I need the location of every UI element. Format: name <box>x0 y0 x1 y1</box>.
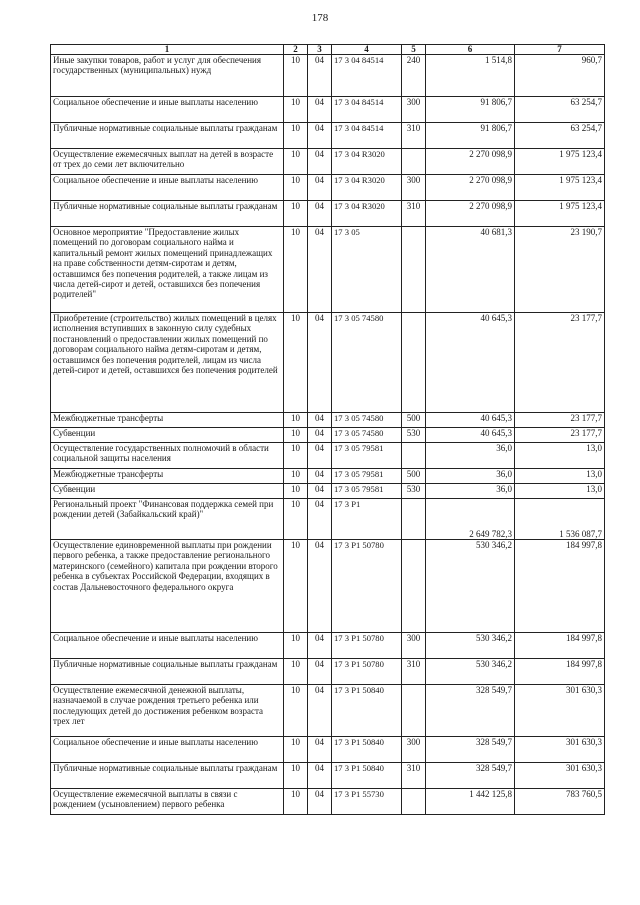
row-section-cell: 10 <box>284 149 308 175</box>
header-cell: 5 <box>402 45 426 55</box>
row-section-cell: 10 <box>284 201 308 227</box>
table-row <box>51 149 605 175</box>
row-section-cell: 10 <box>284 227 308 313</box>
row-expense-type-cell: 530 <box>402 484 426 499</box>
row-amount-1-cell: 1 514,8 <box>426 55 515 97</box>
row-subsection-cell: 04 <box>308 469 332 484</box>
row-name-cell: Осуществление ежемесячной денежной выплаты, назначаемой в случае рождения третьего ребенка или последующих детей до достижения ребенком возраста трех лет <box>51 685 284 737</box>
row-name-cell: Приобретение (строительство) жилых помещений в целях исполнения вступивших в законную силу судебных постановлений о предоставлении жилых помещений по договорам социального найма детям-сиротам и детям, оставшимся без попечения родителей, лицам из числа детей-сирот и детей, оставшихся без попечения родителей <box>51 313 284 413</box>
row-section-cell: 10 <box>284 789 308 815</box>
table-row <box>51 313 605 413</box>
row-subsection-cell: 04 <box>308 201 332 227</box>
row-target-code-cell: 17 3 Р1 50840 <box>332 763 402 789</box>
row-target-code-cell: 17 3 Р1 50780 <box>332 540 402 633</box>
table-row <box>51 413 605 428</box>
row-amount-2-cell: 1 536 087,7 <box>515 499 605 540</box>
row-name-cell: Социальное обеспечение и иные выплаты населению <box>51 737 284 763</box>
row-target-code-cell: 17 3 Р1 55730 <box>332 789 402 815</box>
row-name-cell: Осуществление ежемесячной выплаты в связи с рождением (усыновлением) первого ребенка <box>51 789 284 815</box>
row-subsection-cell: 04 <box>308 685 332 737</box>
table-row <box>51 123 605 149</box>
row-expense-type-cell: 310 <box>402 123 426 149</box>
budget-table <box>50 44 605 815</box>
table-row <box>51 633 605 659</box>
header-cell: 2 <box>284 45 308 55</box>
header-cell: 6 <box>426 45 515 55</box>
table-row <box>51 540 605 633</box>
row-amount-2-cell: 960,7 <box>515 55 605 97</box>
row-amount-1-cell: 2 270 098,9 <box>426 201 515 227</box>
row-amount-2-cell: 783 760,5 <box>515 789 605 815</box>
row-name-cell: Иные закупки товаров, работ и услуг для обеспечения государственных (муниципальных) нужд <box>51 55 284 97</box>
row-target-code-cell: 17 3 05 79581 <box>332 443 402 469</box>
row-amount-1-cell: 1 442 125,8 <box>426 789 515 815</box>
row-subsection-cell: 04 <box>308 659 332 685</box>
row-name-cell: Публичные нормативные социальные выплаты гражданам <box>51 201 284 227</box>
row-target-code-cell: 17 3 Р1 <box>332 499 402 540</box>
row-name-cell: Региональный проект "Финансовая поддержка семей при рождении детей (Забайкальский край)" <box>51 499 284 540</box>
row-target-code-cell: 17 3 05 79581 <box>332 484 402 499</box>
row-amount-2-cell: 184 997,8 <box>515 659 605 685</box>
row-name-cell: Публичные нормативные социальные выплаты гражданам <box>51 763 284 789</box>
row-name-cell: Субвенции <box>51 484 284 499</box>
table-row <box>51 428 605 443</box>
row-subsection-cell: 04 <box>308 149 332 175</box>
row-amount-2-cell: 184 997,8 <box>515 633 605 659</box>
row-amount-2-cell: 1 975 123,4 <box>515 175 605 201</box>
row-section-cell: 10 <box>284 175 308 201</box>
row-target-code-cell: 17 3 04 R3020 <box>332 149 402 175</box>
table-row <box>51 175 605 201</box>
row-section-cell: 10 <box>284 685 308 737</box>
row-expense-type-cell <box>402 443 426 469</box>
table-row <box>51 201 605 227</box>
row-amount-2-cell: 1 975 123,4 <box>515 149 605 175</box>
row-subsection-cell: 04 <box>308 123 332 149</box>
row-subsection-cell: 04 <box>308 443 332 469</box>
row-amount-1-cell: 2 270 098,9 <box>426 175 515 201</box>
row-expense-type-cell <box>402 227 426 313</box>
row-amount-1-cell: 40 645,3 <box>426 428 515 443</box>
row-subsection-cell: 04 <box>308 499 332 540</box>
row-amount-2-cell: 301 630,3 <box>515 737 605 763</box>
row-amount-1-cell: 36,0 <box>426 443 515 469</box>
row-amount-1-cell: 40 645,3 <box>426 413 515 428</box>
row-name-cell: Межбюджетные трансферты <box>51 413 284 428</box>
row-target-code-cell: 17 3 05 74580 <box>332 413 402 428</box>
row-amount-1-cell: 91 806,7 <box>426 97 515 123</box>
row-expense-type-cell <box>402 540 426 633</box>
header-cell: 1 <box>51 45 284 55</box>
row-name-cell: Осуществление единовременной выплаты при рождении первого ребенка, а также предоставление регионального материнского (семейного) капитала при рождении второго ребенка в субъектах Российской Федерации, входящих в состав Дальневосточного федерального округа <box>51 540 284 633</box>
table-body <box>51 55 605 815</box>
row-section-cell: 10 <box>284 540 308 633</box>
table-row <box>51 763 605 789</box>
row-target-code-cell: 17 3 05 74580 <box>332 313 402 413</box>
row-subsection-cell: 04 <box>308 633 332 659</box>
table-row <box>51 55 605 97</box>
header-cell: 7 <box>515 45 605 55</box>
table-row <box>51 659 605 685</box>
row-amount-1-cell: 2 270 098,9 <box>426 149 515 175</box>
row-section-cell: 10 <box>284 313 308 413</box>
row-expense-type-cell: 240 <box>402 55 426 97</box>
row-section-cell: 10 <box>284 484 308 499</box>
row-subsection-cell: 04 <box>308 97 332 123</box>
row-name-cell: Межбюджетные трансферты <box>51 469 284 484</box>
row-amount-2-cell: 23 177,7 <box>515 313 605 413</box>
row-target-code-cell: 17 3 04 84514 <box>332 123 402 149</box>
row-target-code-cell: 17 3 Р1 50840 <box>332 685 402 737</box>
row-amount-1-cell: 530 346,2 <box>426 659 515 685</box>
row-target-code-cell: 17 3 04 R3020 <box>332 201 402 227</box>
table-row <box>51 97 605 123</box>
row-name-cell: Публичные нормативные социальные выплаты гражданам <box>51 123 284 149</box>
row-section-cell: 10 <box>284 97 308 123</box>
row-expense-type-cell <box>402 149 426 175</box>
header-cell: 4 <box>332 45 402 55</box>
row-target-code-cell: 17 3 Р1 50840 <box>332 737 402 763</box>
row-expense-type-cell: 310 <box>402 659 426 685</box>
row-amount-2-cell: 301 630,3 <box>515 685 605 737</box>
row-section-cell: 10 <box>284 633 308 659</box>
row-amount-2-cell: 63 254,7 <box>515 97 605 123</box>
row-subsection-cell: 04 <box>308 175 332 201</box>
row-amount-1-cell: 91 806,7 <box>426 123 515 149</box>
row-amount-2-cell: 184 997,8 <box>515 540 605 633</box>
row-name-cell: Субвенции <box>51 428 284 443</box>
row-subsection-cell: 04 <box>308 413 332 428</box>
row-target-code-cell: 17 3 Р1 50780 <box>332 633 402 659</box>
row-name-cell: Социальное обеспечение и иные выплаты населению <box>51 633 284 659</box>
row-name-cell: Социальное обеспечение и иные выплаты населению <box>51 97 284 123</box>
row-target-code-cell: 17 3 05 79581 <box>332 469 402 484</box>
table-row <box>51 789 605 815</box>
row-target-code-cell: 17 3 04 84514 <box>332 55 402 97</box>
row-expense-type-cell <box>402 789 426 815</box>
row-expense-type-cell: 500 <box>402 413 426 428</box>
row-amount-1-cell: 40 681,3 <box>426 227 515 313</box>
row-amount-2-cell: 13,0 <box>515 484 605 499</box>
table-row <box>51 443 605 469</box>
row-amount-1-cell: 36,0 <box>426 469 515 484</box>
table-row <box>51 737 605 763</box>
table-row <box>51 227 605 313</box>
row-expense-type-cell: 530 <box>402 428 426 443</box>
header-row <box>51 45 605 55</box>
row-target-code-cell: 17 3 04 R3020 <box>332 175 402 201</box>
row-amount-2-cell: 23 177,7 <box>515 428 605 443</box>
row-target-code-cell: 17 3 04 84514 <box>332 97 402 123</box>
row-amount-2-cell: 301 630,3 <box>515 763 605 789</box>
row-subsection-cell: 04 <box>308 428 332 443</box>
row-subsection-cell: 04 <box>308 55 332 97</box>
row-target-code-cell: 17 3 Р1 50780 <box>332 659 402 685</box>
row-amount-1-cell: 328 549,7 <box>426 685 515 737</box>
row-section-cell: 10 <box>284 469 308 484</box>
row-expense-type-cell: 310 <box>402 763 426 789</box>
row-subsection-cell: 04 <box>308 313 332 413</box>
row-amount-1-cell: 40 645,3 <box>426 313 515 413</box>
row-section-cell: 10 <box>284 659 308 685</box>
row-amount-1-cell: 328 549,7 <box>426 763 515 789</box>
row-expense-type-cell <box>402 685 426 737</box>
row-section-cell: 10 <box>284 737 308 763</box>
row-subsection-cell: 04 <box>308 789 332 815</box>
row-amount-2-cell: 13,0 <box>515 469 605 484</box>
row-name-cell: Осуществление ежемесячных выплат на детей в возрасте от трех до семи лет включительно <box>51 149 284 175</box>
row-section-cell: 10 <box>284 123 308 149</box>
row-section-cell: 10 <box>284 499 308 540</box>
row-amount-2-cell: 1 975 123,4 <box>515 201 605 227</box>
header-cell: 3 <box>308 45 332 55</box>
row-expense-type-cell <box>402 313 426 413</box>
row-section-cell: 10 <box>284 428 308 443</box>
row-name-cell: Основное мероприятие "Предоставление жилых помещений по договорам социального найма и капитальный ремонт жилых помещений принадлежащих на праве собственности детям-сиротам и детям, оставшимся без попечения родителей, а также лицам из числа детей-сирот и детей, оставшихся без попечения родителей" <box>51 227 284 313</box>
row-expense-type-cell <box>402 499 426 540</box>
row-expense-type-cell: 300 <box>402 175 426 201</box>
row-subsection-cell: 04 <box>308 737 332 763</box>
row-expense-type-cell: 300 <box>402 737 426 763</box>
row-expense-type-cell: 300 <box>402 97 426 123</box>
row-section-cell: 10 <box>284 763 308 789</box>
row-section-cell: 10 <box>284 55 308 97</box>
row-subsection-cell: 04 <box>308 227 332 313</box>
row-subsection-cell: 04 <box>308 763 332 789</box>
row-target-code-cell: 17 3 05 74580 <box>332 428 402 443</box>
row-amount-1-cell: 2 649 782,3 <box>426 499 515 540</box>
table-row <box>51 685 605 737</box>
page-number: 178 <box>311 12 329 24</box>
row-subsection-cell: 04 <box>308 484 332 499</box>
table-row <box>51 469 605 484</box>
row-name-cell: Публичные нормативные социальные выплаты гражданам <box>51 659 284 685</box>
row-expense-type-cell: 310 <box>402 201 426 227</box>
row-amount-1-cell: 530 346,2 <box>426 633 515 659</box>
row-amount-1-cell: 36,0 <box>426 484 515 499</box>
row-name-cell: Социальное обеспечение и иные выплаты населению <box>51 175 284 201</box>
row-amount-2-cell: 63 254,7 <box>515 123 605 149</box>
row-section-cell: 10 <box>284 443 308 469</box>
row-amount-1-cell: 530 346,2 <box>426 540 515 633</box>
table-row <box>51 484 605 499</box>
row-amount-2-cell: 23 177,7 <box>515 413 605 428</box>
row-expense-type-cell: 500 <box>402 469 426 484</box>
row-target-code-cell: 17 3 05 <box>332 227 402 313</box>
row-amount-1-cell: 328 549,7 <box>426 737 515 763</box>
row-subsection-cell: 04 <box>308 540 332 633</box>
row-expense-type-cell: 300 <box>402 633 426 659</box>
row-section-cell: 10 <box>284 413 308 428</box>
row-name-cell: Осуществление государственных полномочий в области социальной защиты населения <box>51 443 284 469</box>
row-amount-2-cell: 13,0 <box>515 443 605 469</box>
table-row <box>51 499 605 540</box>
row-amount-2-cell: 23 190,7 <box>515 227 605 313</box>
